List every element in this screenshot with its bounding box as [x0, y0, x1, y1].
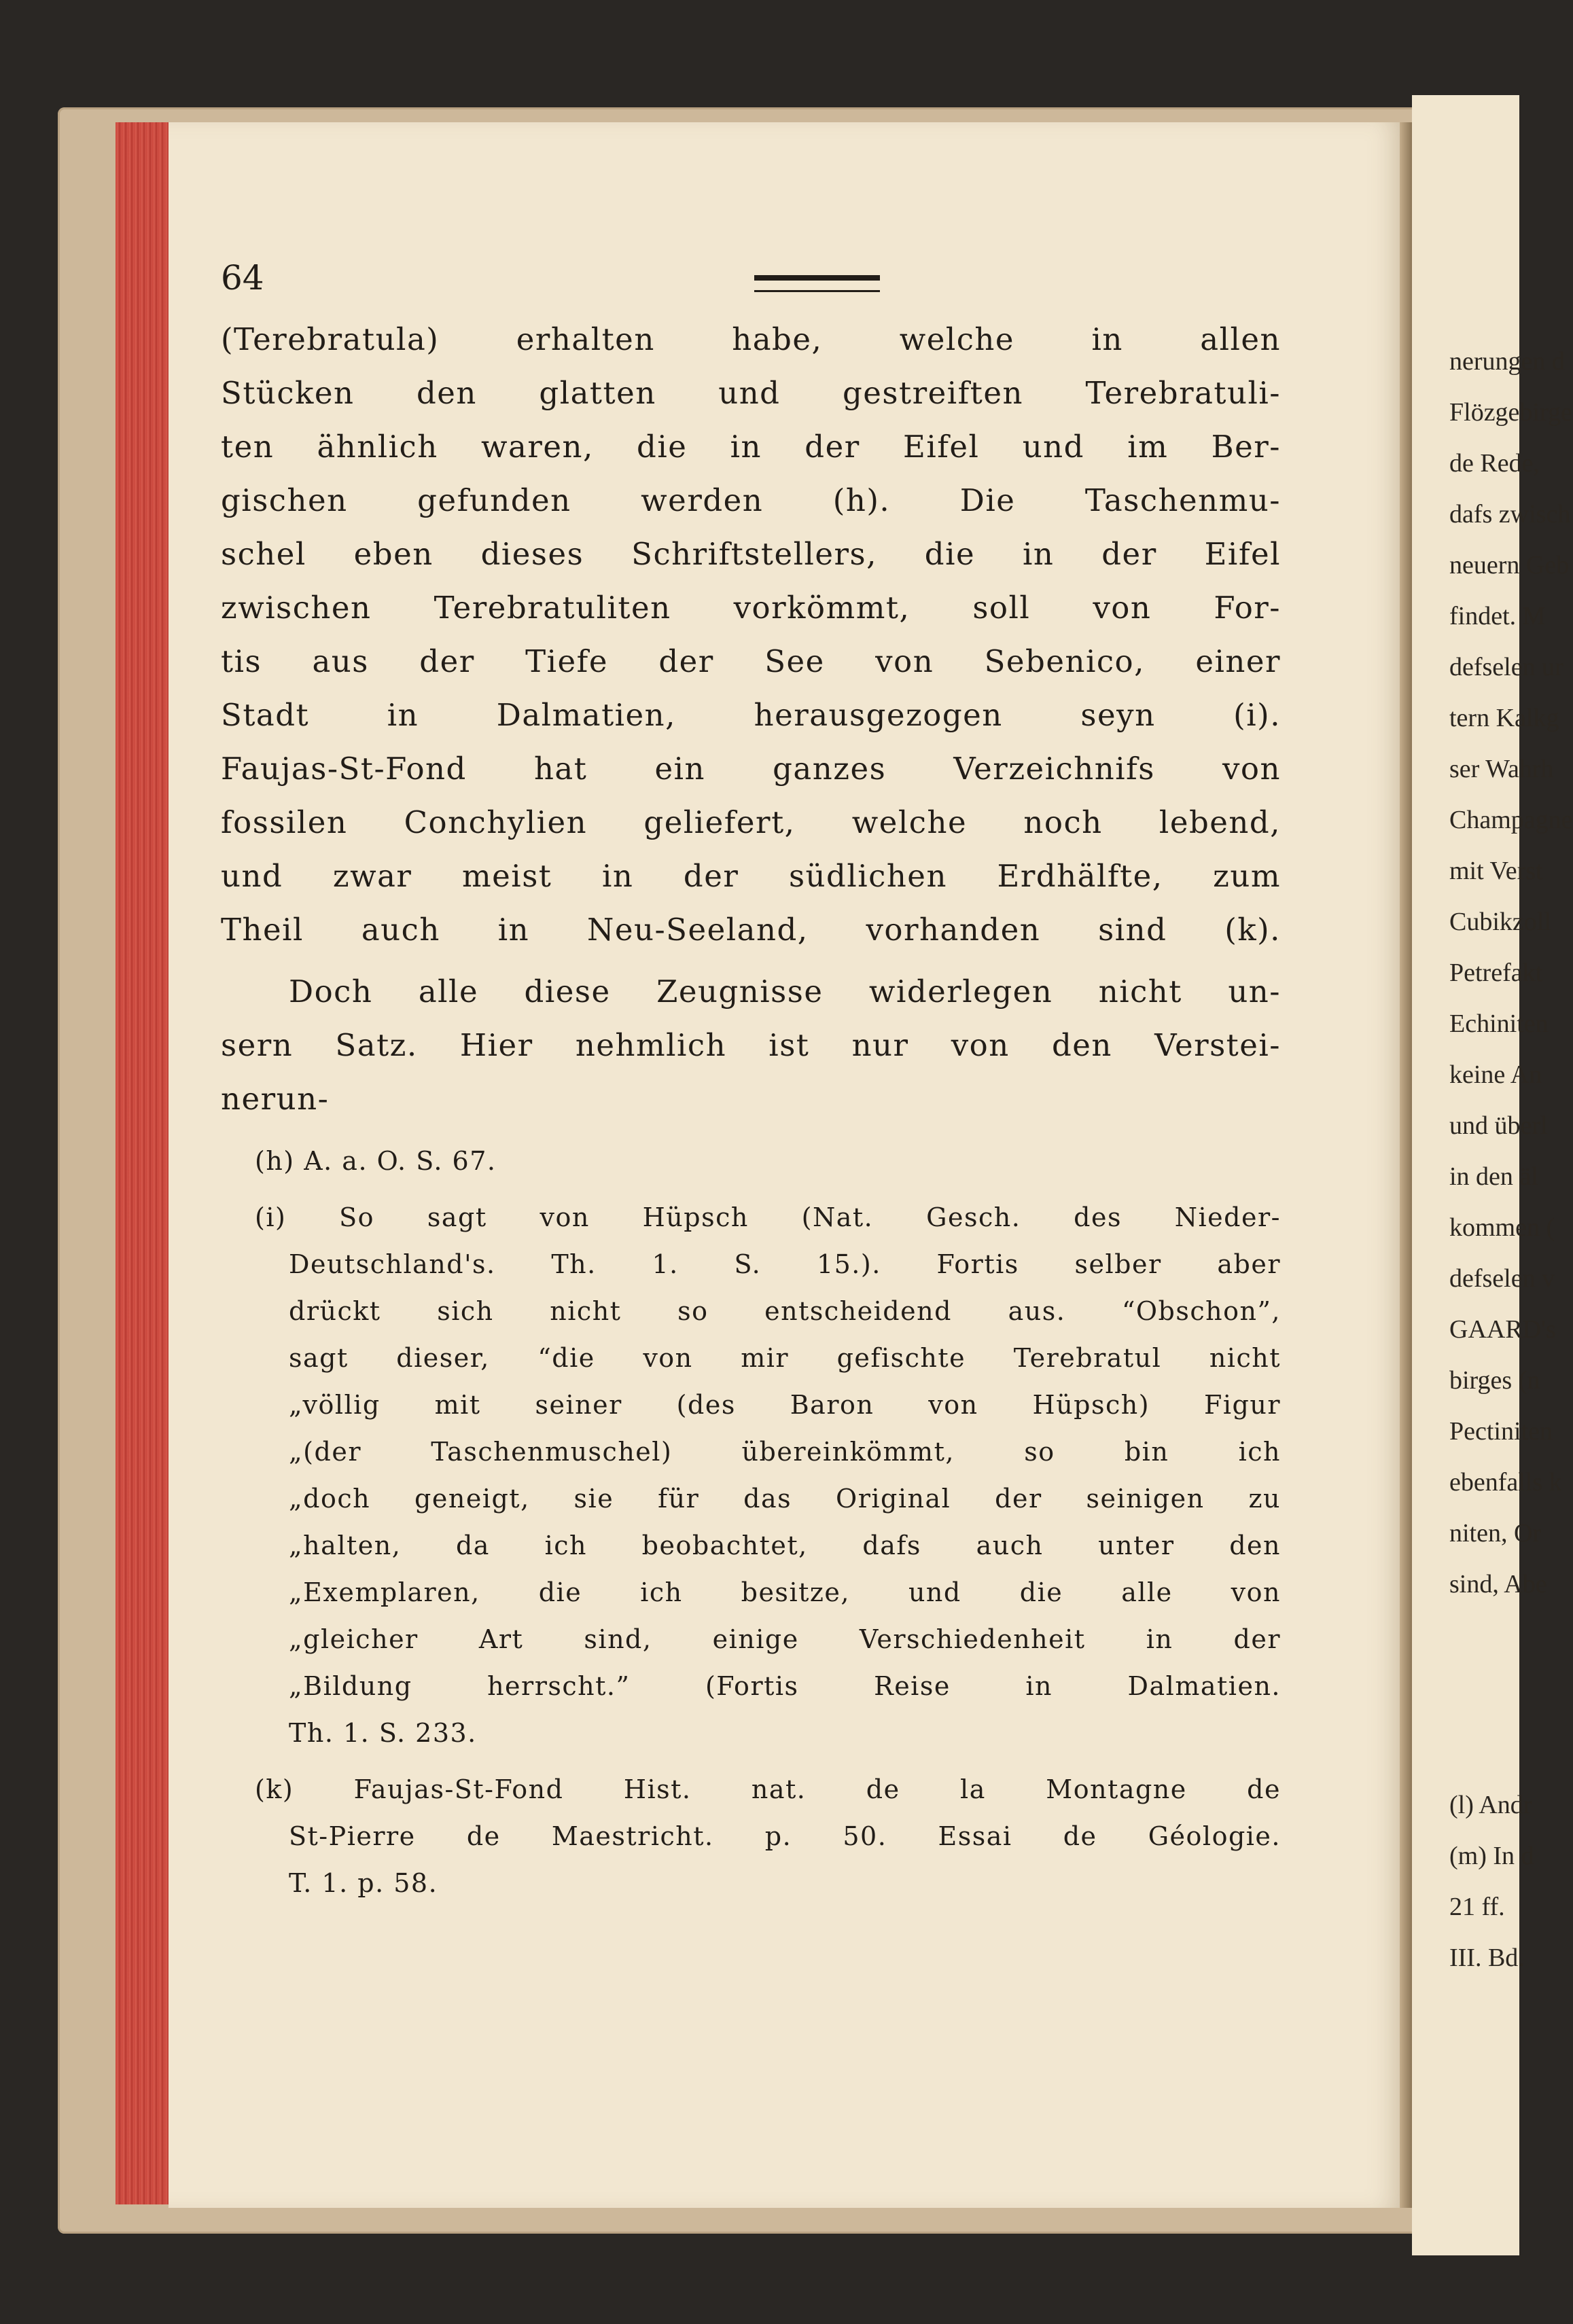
next-page-text-fragment: Echiniten — [1449, 1009, 1549, 1038]
page-number: 64 — [221, 258, 264, 298]
footnote-h: (h) A. a. O. S. 67. — [255, 1146, 497, 1176]
next-page-text-fragment: defselen v — [1449, 1264, 1555, 1293]
next-page-text-fragment: tern Kalkg — [1449, 704, 1559, 732]
catchword: nerun- — [221, 1081, 330, 1117]
text-line: fossilen Conchylien geliefert, welche noch lebend, — [221, 804, 1281, 840]
footnote-k-line: T. 1. p. 58. — [289, 1868, 438, 1898]
text-line: ten ähnlich waren, die in der Eifel und im Ber- — [221, 429, 1281, 465]
next-page-text-fragment: de Rede, — [1449, 449, 1540, 478]
next-page-text-fragment: mit Verst — [1449, 857, 1543, 885]
next-page-text-fragment: defselen ur — [1449, 653, 1563, 681]
footnote-i-line: „halten, da ich beobachtet, dafs auch unter den — [289, 1531, 1281, 1560]
page-text-block — [221, 258, 1281, 1907]
next-page-text-fragment: kommen ( — [1449, 1213, 1555, 1242]
footnote-i-line: „Bildung herrscht.” (Fortis Reise in Dalmatien. — [289, 1671, 1281, 1701]
text-line: Faujas-St-Fond hat ein ganzes Verzeichnifs von — [221, 751, 1281, 787]
right-page-fragment — [1412, 95, 1573, 2255]
text-line: und zwar meist in der südlichen Erdhälfte, zum — [221, 858, 1281, 894]
next-page-text-fragment: GAARD's — [1449, 1315, 1556, 1344]
footnote-i-line: Deutschland's. Th. 1. S. 15.). Fortis selber aber — [289, 1249, 1281, 1279]
text-line: tis aus der Tiefe der See von Sebenico, einer — [221, 643, 1281, 679]
next-page-text-fragment: Petrefakt — [1449, 959, 1543, 987]
next-page-text-fragment: (m) In d — [1449, 1842, 1534, 1870]
next-page-text-fragment: in den äl — [1449, 1162, 1538, 1191]
next-page-text-fragment: birges (n — [1449, 1366, 1540, 1395]
next-page-text-fragment: ebenfalls k — [1449, 1468, 1562, 1497]
footnote-i-line: (i) So sagt von Hüpsch (Nat. Gesch. des Nieder- — [255, 1202, 1281, 1232]
next-page-text-fragment: Cubikzoll — [1449, 908, 1551, 936]
next-page-text-fragment: und überl — [1449, 1111, 1548, 1140]
footnote-i-line: „gleicher Art sind, einige Verschiedenheit in der — [289, 1624, 1281, 1654]
text-line: gischen gefunden werden (h). Die Taschenmu- — [221, 482, 1281, 518]
footnote-i-line: sagt dieser, “die von mir gefischte Terebratul nicht — [289, 1343, 1281, 1373]
next-page-text-fragment: Champagne — [1449, 806, 1573, 834]
next-page-text-fragment: ser Wahrh — [1449, 755, 1554, 783]
header-ornament-rule — [754, 275, 880, 292]
page-header — [221, 258, 1281, 312]
main-paragraph — [221, 312, 1281, 957]
footnote-i-line: „völlig mit seiner (des Baron von Hüpsch) Figur — [289, 1390, 1281, 1420]
next-page-text-fragment: (l) Andr — [1449, 1791, 1532, 1819]
next-page-text-fragment: 21 ff. — [1449, 1893, 1505, 1921]
footnote-i-line: „Exemplaren, die ich besitze, und die alle von — [289, 1577, 1281, 1607]
footnote-i-line: „(der Taschenmuschel) übereinkömmt, so bin ich — [289, 1437, 1281, 1467]
text-line: sern Satz. Hier nehmlich ist nur von den Verstei- — [221, 1027, 1281, 1063]
next-page-text-fragment: findet. M — [1449, 602, 1546, 630]
text-line: Theil auch in Neu-Seeland, vorhanden sind (k). — [221, 912, 1281, 948]
next-page-text-fragment: keine An — [1449, 1060, 1542, 1089]
text-line: Stücken den glatten und gestreiften Terebratuli- — [221, 375, 1281, 411]
next-page-text-fragment: niten, Or — [1449, 1519, 1542, 1548]
next-page-text-fragment: Pectiniten — [1449, 1417, 1553, 1446]
next-page-text-fragment: III. Bd. — [1449, 1944, 1525, 1972]
text-line: zwischen Terebratuliten vorkömmt, soll von For- — [221, 590, 1281, 626]
text-line: Doch alle diese Zeugnisse widerlegen nicht un- — [289, 973, 1281, 1009]
text-line: schel eben dieses Schriftstellers, die in der Eifel — [221, 536, 1281, 572]
footnote-i-line: Th. 1. S. 233. — [289, 1718, 477, 1748]
next-page-text-fragment: nerungen d — [1449, 347, 1565, 376]
footnote-k-line: St-Pierre de Maestricht. p. 50. Essai de Géologie. — [289, 1821, 1281, 1851]
next-page-text-fragment: dafs zwisch — [1449, 500, 1571, 529]
red-page-edges — [116, 122, 170, 2204]
next-page-text-fragment: Flözgebirge — [1449, 398, 1572, 427]
next-page-text-fragment: sind, Abe — [1449, 1570, 1547, 1598]
text-line: Stadt in Dalmatien, herausgezogen seyn (i). — [221, 697, 1281, 733]
book-gutter — [1400, 122, 1412, 2208]
second-paragraph — [221, 965, 1281, 1126]
footnotes — [221, 1138, 1281, 1907]
next-page-text-fragment: neuern Geb — [1449, 551, 1570, 579]
footnote-i-line: drückt sich nicht so entscheidend aus. “Obschon”, — [289, 1296, 1281, 1326]
footnote-k-line: (k) Faujas-St-Fond Hist. nat. de la Montagne de — [255, 1774, 1281, 1804]
text-line: (Terebratula) erhalten habe, welche in allen — [221, 321, 1281, 357]
footnote-i-line: „doch geneigt, sie für das Original der seinigen zu — [289, 1484, 1281, 1514]
